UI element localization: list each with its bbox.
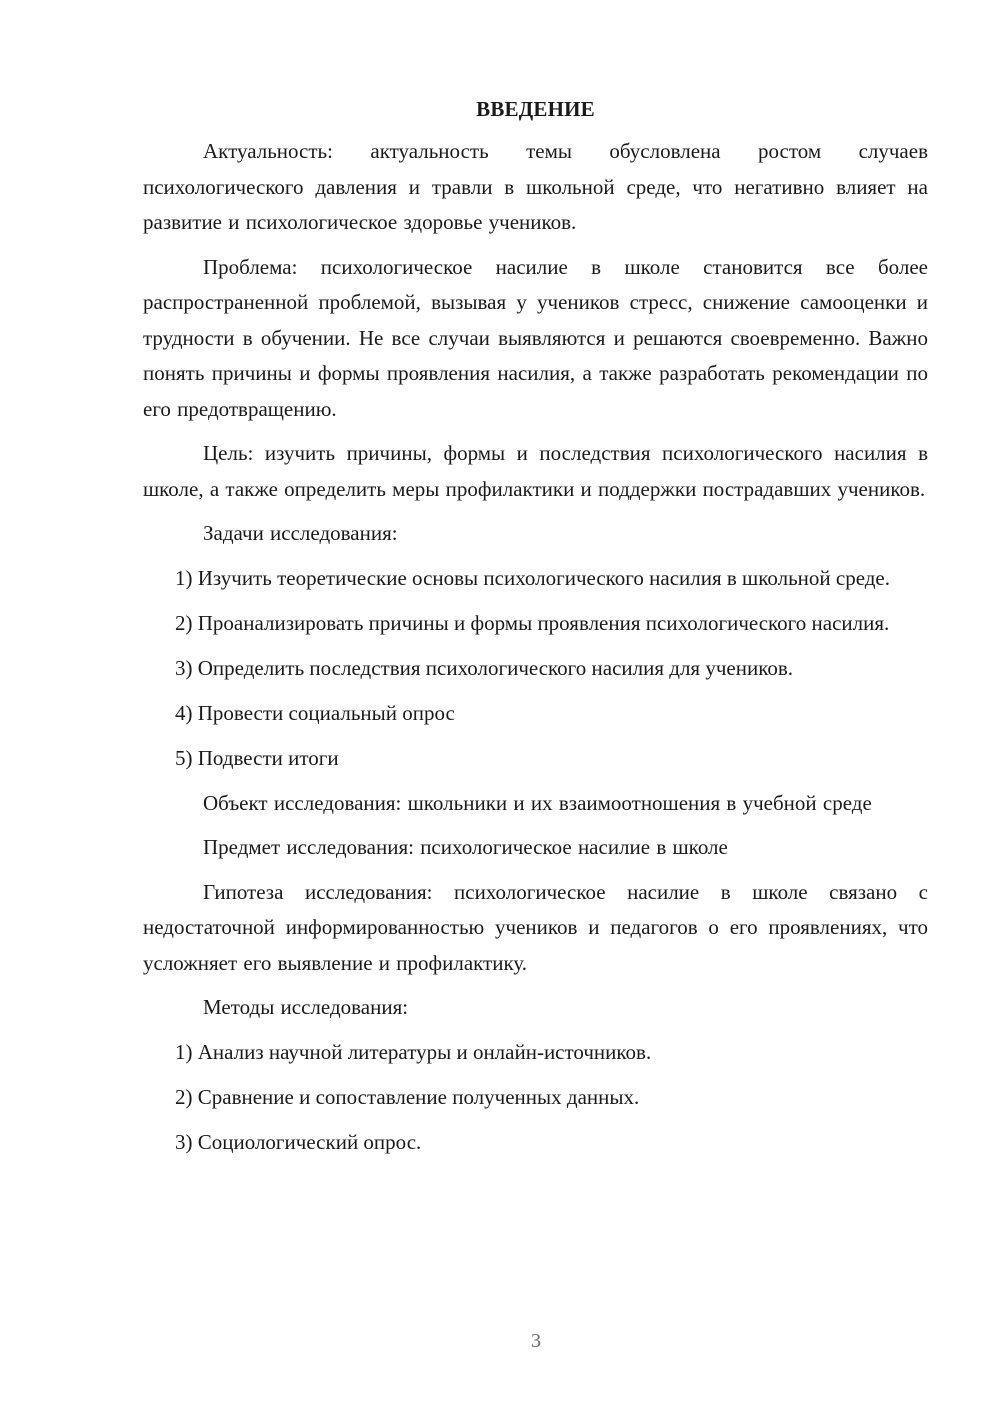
task-item-2: 2) Проанализировать причины и формы проявления психологического насилия. [175, 610, 890, 635]
goal-paragraph: Цель: изучить причины, формы и последствия психологического насилия в школе, а также определить меры профилактики и поддержки пострадавших учеников. [143, 441, 928, 501]
tasks-title: Задачи исследования: [203, 521, 398, 545]
task-item-3: 3) Определить последствия психологического насилия для учеников. [175, 655, 794, 680]
task-item-5: 5) Подвести итоги [175, 745, 339, 770]
method-item-2: 2) Сравнение и сопоставление полученных данных. [175, 1084, 640, 1109]
section-heading: ВВЕДЕНИЕ [476, 97, 595, 121]
subject-paragraph: Предмет исследования: психологическое насилие в школе [203, 835, 728, 859]
object-paragraph: Объект исследования: школьники и их взаимоотношения в учебной среде [203, 790, 872, 815]
methods-title: Методы исследования: [203, 995, 409, 1019]
method-item-1: 1) Анализ научной литературы и онлайн-источников. [175, 1039, 652, 1064]
task-item-4: 4) Провести социальный опрос [175, 700, 455, 725]
task-item-1: 1) Изучить теоретические основы психологического насилия в школьной среде. [175, 565, 890, 590]
problem-paragraph: Проблема: психологическое насилие в школе становится все более распространенной проблемой, вызывая у учеников стресс, снижение самооценки и трудности в обучении. Не все случаи выявляются и решаются своевременно. Важно понять причины и формы проявления насилия, а также разработать рекомендации по его предотвращению. [143, 254, 928, 421]
page-number: 3 [531, 1330, 541, 1352]
document-page [143, 92, 928, 1170]
relevance-paragraph: Актуальность: актуальность темы обусловлена ростом случаев психологического давления и травли в школьной среде, что негативно влияет на развитие и психологическое здоровье учеников. [143, 139, 928, 234]
hypothesis-paragraph: Гипотеза исследования: психологическое насилие в школе связано с недостаточной информированностью учеников и педагогов о его проявлениях, что усложняет его выявление и профилактику. [143, 879, 928, 975]
method-item-3: 3) Социологический опрос. [175, 1129, 422, 1154]
